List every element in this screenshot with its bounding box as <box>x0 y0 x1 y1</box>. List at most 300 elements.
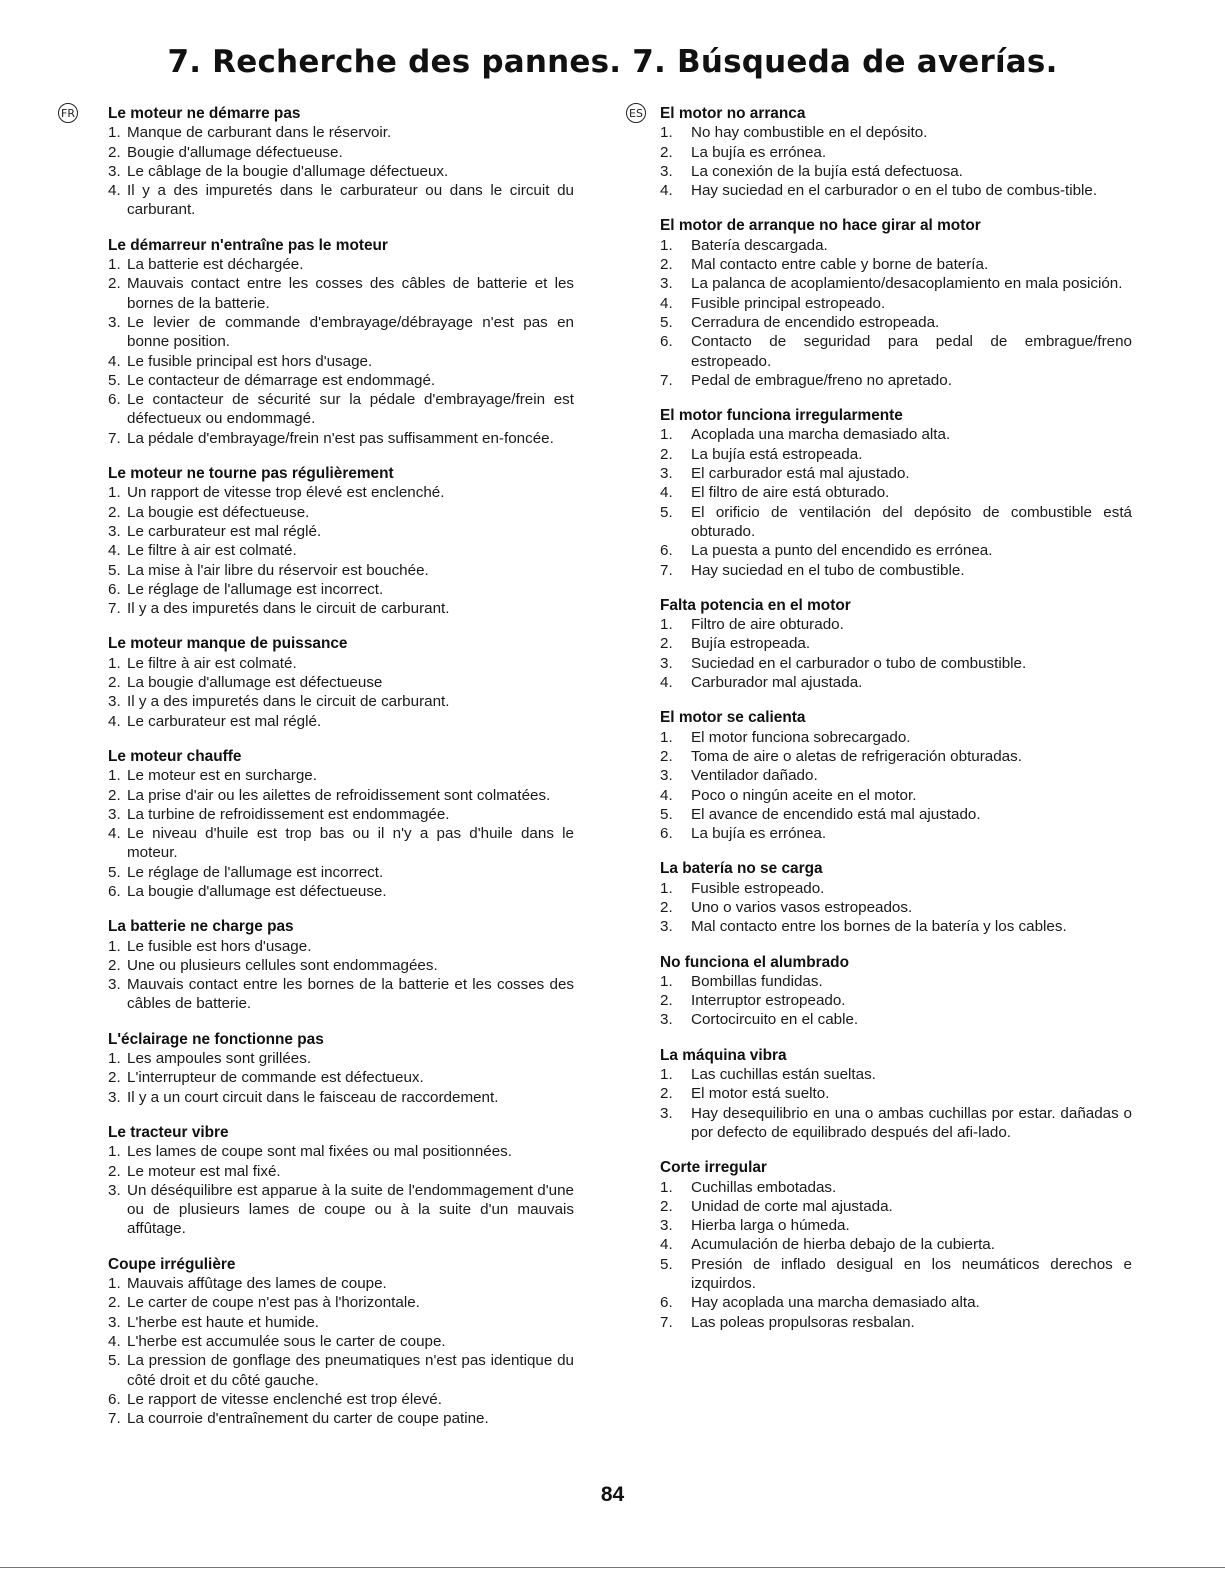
cause-item <box>108 863 574 882</box>
item-number: 4. <box>660 484 673 502</box>
cause-item <box>108 654 574 673</box>
item-text: Acumulación de hierba debajo de la cubierta. <box>691 1236 995 1254</box>
item-text: La bujía está estropeada. <box>691 445 863 463</box>
item-text: Le niveau d'huile est trop bas ou il n'y a pas d'huile dans le moteur. <box>127 825 574 862</box>
cause-item <box>108 956 574 975</box>
item-text: El motor está suelto. <box>691 1085 830 1103</box>
item-text: La palanca de acoplamiento/desacoplamiento en mala posición. <box>691 275 1123 293</box>
item-number: 6. <box>108 882 121 900</box>
troubleshooting-section <box>660 859 1132 936</box>
item-number: 1. <box>660 236 673 254</box>
cause-item <box>660 1084 1132 1103</box>
item-number: 2. <box>108 956 121 974</box>
item-number: 4. <box>108 352 121 370</box>
item-text: Le carburateur est mal réglé. <box>127 712 322 730</box>
item-text: El filtro de aire está obturado. <box>691 484 890 502</box>
cause-list <box>660 728 1132 844</box>
item-number: 7. <box>660 1313 673 1331</box>
item-number: 2. <box>660 445 673 463</box>
troubleshooting-section <box>108 464 574 618</box>
cause-item <box>108 1088 574 1107</box>
item-number: 4. <box>108 825 121 843</box>
item-number: 3. <box>660 654 673 672</box>
cause-item <box>660 255 1132 274</box>
cause-item <box>108 561 574 580</box>
item-text: La pression de gonflage des pneumatiques n'est pas identique du côté droit et du côté gauche. <box>127 1352 574 1389</box>
troubleshooting-section <box>108 747 574 901</box>
item-number: 1. <box>108 484 121 502</box>
cause-item <box>108 274 574 313</box>
item-number: 6. <box>660 825 673 843</box>
item-text: La bougie est défectueuse. <box>127 503 310 521</box>
item-text: La bougie d'allumage est défectueuse <box>127 674 383 692</box>
cause-list <box>108 937 574 1014</box>
item-number: 2. <box>108 1069 121 1087</box>
troubleshooting-section <box>108 1123 574 1239</box>
cause-list <box>660 615 1132 692</box>
cause-item <box>108 1049 574 1068</box>
item-number: 3. <box>108 805 121 823</box>
cause-item <box>108 1068 574 1087</box>
item-text: Le réglage de l'allumage est incorrect. <box>127 863 384 881</box>
cause-item <box>660 1293 1132 1312</box>
item-text: Unidad de corte mal ajustada. <box>691 1197 893 1215</box>
item-number: 1. <box>108 937 121 955</box>
item-text: Batería descargada. <box>691 236 828 254</box>
bottom-rule <box>0 1567 1225 1568</box>
troubleshooting-section <box>108 104 574 220</box>
item-text: La batterie est déchargée. <box>127 256 304 274</box>
item-number: 4. <box>108 712 121 730</box>
cause-list <box>660 972 1132 1030</box>
item-number: 2. <box>660 1197 673 1215</box>
item-number: 7. <box>108 429 121 447</box>
cause-item <box>108 766 574 785</box>
item-text: Le réglage de l'allumage est incorrect. <box>127 580 384 598</box>
cause-item <box>108 123 574 142</box>
item-text: Poco o ningún aceite en el motor. <box>691 786 917 804</box>
cause-item <box>660 561 1132 580</box>
cause-item <box>660 425 1132 444</box>
cause-item <box>108 1142 574 1161</box>
item-number: 2. <box>108 1294 121 1312</box>
cause-item <box>660 766 1132 785</box>
item-number: 2. <box>108 143 121 161</box>
item-number: 1. <box>660 1066 673 1084</box>
item-text: Le levier de commande d'embrayage/débrayage n'est pas en bonne position. <box>127 313 574 351</box>
cause-item <box>660 654 1132 673</box>
item-text: Bombillas fundidas. <box>691 972 823 990</box>
section-heading: Falta potencia en el motor <box>660 596 851 614</box>
cause-item <box>660 786 1132 805</box>
item-number: 1. <box>108 256 121 274</box>
item-text: Un déséquilibre est apparue à la suite de l'endommagement d'une ou de plusieurs lames de coupe ou à la suite d'un mauvais affûtage. <box>127 1181 574 1238</box>
item-number: 2. <box>108 786 121 804</box>
cause-item <box>108 805 574 824</box>
item-number: 1. <box>108 767 121 785</box>
item-number: 2. <box>660 256 673 274</box>
troubleshooting-section <box>660 216 1132 390</box>
cause-item <box>108 503 574 522</box>
item-number: 5. <box>660 313 673 331</box>
cause-item <box>660 1216 1132 1235</box>
item-number: 1. <box>108 1143 121 1161</box>
item-text: Contacto de seguridad para pedal de embrague/freno estropeado. <box>691 333 1132 370</box>
item-text: Cuchillas embotadas. <box>691 1178 837 1196</box>
item-text: Il y a des impuretés dans le carburateur ou dans le circuit du carburant. <box>127 182 574 219</box>
item-number: 1. <box>660 879 673 897</box>
cause-item <box>108 975 574 1014</box>
item-text: La conexión de la bujía está defectuosa. <box>691 162 963 180</box>
cause-item <box>660 1065 1132 1084</box>
item-text: L'interrupteur de commande est défectueux. <box>127 1069 424 1087</box>
section-heading: El motor de arranque no hace girar al motor <box>660 217 981 235</box>
item-number: 3. <box>660 162 673 180</box>
cause-item <box>108 712 574 731</box>
cause-item <box>108 143 574 162</box>
item-text: Mauvais contact entre les bornes de la batterie et les cosses des câbles de batterie. <box>127 976 574 1013</box>
cause-item <box>108 1313 574 1332</box>
section-heading: El motor no arranca <box>660 105 806 122</box>
section-heading: Le moteur chauffe <box>108 747 242 765</box>
item-text: Une ou plusieurs cellules sont endommagées. <box>127 956 438 974</box>
cause-item <box>660 972 1132 991</box>
troubleshooting-section <box>108 917 574 1013</box>
item-number: 6. <box>108 1390 121 1408</box>
item-number: 1. <box>108 1050 121 1068</box>
cause-item <box>660 236 1132 255</box>
page-title: 7. Recherche des pannes. 7. Búsqueda de averías. <box>167 44 1058 80</box>
item-number: 5. <box>108 1352 121 1370</box>
item-number: 5. <box>108 561 121 579</box>
item-text: Le carburateur est mal réglé. <box>127 522 322 540</box>
item-text: Le rapport de vitesse enclenché est trop élevé. <box>127 1390 442 1408</box>
item-number: 3. <box>108 693 121 711</box>
cause-item <box>660 181 1132 200</box>
cause-item <box>660 879 1132 898</box>
cause-list <box>660 1065 1132 1142</box>
section-heading: La batterie ne charge pas <box>108 918 294 936</box>
item-text: La mise à l'air libre du réservoir est bouchée. <box>127 561 429 579</box>
item-text: Hay suciedad en el tubo de combustible. <box>691 561 965 579</box>
item-number: 1. <box>108 124 121 142</box>
item-number: 2. <box>660 992 673 1010</box>
item-number: 6. <box>660 333 673 351</box>
item-number: 2. <box>108 275 121 293</box>
item-number: 1. <box>108 654 121 672</box>
cause-item <box>660 483 1132 502</box>
section-heading: Le tracteur vibre <box>108 1123 229 1141</box>
item-text: Le fusible est hors d'usage. <box>127 937 312 955</box>
cause-item <box>108 673 574 692</box>
item-text: Le contacteur de sécurité sur la pédale d'embrayage/frein est défectueux ou endommagé. <box>127 391 574 428</box>
item-number: 3. <box>660 1104 673 1122</box>
cause-item <box>660 898 1132 917</box>
cause-item <box>660 615 1132 634</box>
cause-item <box>660 541 1132 560</box>
item-text: Hay acoplada una marcha demasiado alta. <box>691 1294 980 1312</box>
cause-item <box>660 1010 1132 1029</box>
cause-item <box>660 445 1132 464</box>
cause-list <box>660 425 1132 579</box>
cause-item <box>660 1197 1132 1216</box>
item-text: Mal contacto entre los bornes de la batería y los cables. <box>691 918 1067 936</box>
cause-item <box>108 429 574 448</box>
item-text: Carburador mal ajustada. <box>691 674 863 692</box>
cause-item <box>660 991 1132 1010</box>
troubleshooting-section <box>660 1046 1132 1142</box>
item-text: Il y a des impuretés dans le circuit de carburant. <box>127 600 450 618</box>
cause-item <box>660 274 1132 293</box>
cause-item <box>108 371 574 390</box>
item-text: Manque de carburant dans le réservoir. <box>127 124 392 142</box>
item-text: Toma de aire o aletas de refrigeración obturadas. <box>691 747 1022 765</box>
item-number: 4. <box>660 294 673 312</box>
item-number: 7. <box>660 561 673 579</box>
item-text: El orificio de ventilación del depósito de combustible está obturado. <box>691 503 1132 540</box>
troubleshooting-section <box>660 1158 1132 1332</box>
cause-list <box>660 236 1132 390</box>
item-number: 3. <box>108 313 121 331</box>
column-spanish <box>629 104 1132 1348</box>
section-heading: Le moteur ne tourne pas régulièrement <box>108 465 394 483</box>
item-number: 5. <box>660 805 673 823</box>
item-number: 2. <box>660 635 673 653</box>
troubleshooting-section <box>660 104 1132 200</box>
cause-item <box>660 162 1132 181</box>
cause-item <box>108 1351 574 1390</box>
cause-item <box>108 162 574 181</box>
cause-item <box>108 1274 574 1293</box>
cause-item <box>660 294 1132 313</box>
item-number: 4. <box>660 1236 673 1254</box>
section-heading: Le démarreur n'entraîne pas le moteur <box>108 236 388 254</box>
item-number: 3. <box>660 1011 673 1029</box>
section-heading: Le moteur ne démarre pas <box>108 105 301 122</box>
item-text: La turbine de refroidissement est endommagée. <box>127 805 450 823</box>
troubleshooting-section <box>108 1030 574 1107</box>
item-number: 2. <box>660 898 673 916</box>
item-text: La pédale d'embrayage/frein n'est pas suffisamment en-foncée. <box>127 429 554 447</box>
troubleshooting-section <box>660 596 1132 692</box>
item-text: Mauvais affûtage des lames de coupe. <box>127 1275 387 1293</box>
item-text: El motor funciona sobrecargado. <box>691 728 911 746</box>
cause-item <box>108 313 574 352</box>
item-number: 7. <box>108 600 121 618</box>
item-text: Bougie d'allumage défectueuse. <box>127 143 343 161</box>
item-number: 6. <box>108 580 121 598</box>
item-text: La bujía es errónea. <box>691 825 827 843</box>
item-text: Hay desequilibrio en una o ambas cuchillas por estar. dañadas o por defecto de equilibrado después del afi-lado. <box>691 1104 1132 1141</box>
cause-item <box>660 634 1132 653</box>
cause-item <box>108 483 574 502</box>
item-number: 4. <box>108 542 121 560</box>
cause-list <box>108 123 574 219</box>
item-number: 3. <box>660 918 673 936</box>
language-badge-fr: FR <box>58 103 78 123</box>
cause-list <box>660 123 1132 200</box>
item-number: 4. <box>660 182 673 200</box>
item-text: Ventilador dañado. <box>691 767 818 785</box>
item-text: Presión de inflado desigual en los neumáticos derechos e izquirdos. <box>691 1255 1132 1293</box>
item-text: Le filtre à air est colmaté. <box>127 654 297 672</box>
item-text: Las poleas propulsoras resbalan. <box>691 1313 915 1331</box>
troubleshooting-section <box>660 708 1132 843</box>
cause-item <box>108 1409 574 1428</box>
item-text: El avance de encendido está mal ajustado. <box>691 805 981 823</box>
item-text: Fusible estropeado. <box>691 879 825 897</box>
cause-item <box>108 352 574 371</box>
cause-item <box>660 123 1132 142</box>
item-text: Il y a un court circuit dans le faisceau de raccordement. <box>127 1088 499 1106</box>
cause-item <box>660 143 1132 162</box>
section-heading: La batería no se carga <box>660 860 823 878</box>
cause-item <box>108 1181 574 1239</box>
cause-item <box>108 255 574 274</box>
cause-list <box>108 1049 574 1107</box>
cause-item <box>660 1313 1132 1332</box>
troubleshooting-section <box>108 236 574 448</box>
item-text: Le filtre à air est colmaté. <box>127 542 297 560</box>
item-number: 5. <box>660 1255 673 1273</box>
section-heading: La máquina vibra <box>660 1046 787 1064</box>
item-text: Le carter de coupe n'est pas à l'horizontale. <box>127 1294 420 1312</box>
section-heading: El motor funciona irregularmente <box>660 407 903 425</box>
item-number: 3. <box>108 1088 121 1106</box>
item-number: 3. <box>108 1181 121 1199</box>
troubleshooting-section <box>108 1255 574 1429</box>
item-number: 5. <box>660 503 673 521</box>
cause-list <box>108 766 574 901</box>
item-text: Mal contacto entre cable y borne de batería. <box>691 256 989 274</box>
cause-item <box>108 599 574 618</box>
item-number: 3. <box>108 162 121 180</box>
cause-item <box>108 786 574 805</box>
item-number: 3. <box>108 522 121 540</box>
cause-item <box>660 1235 1132 1254</box>
cause-list <box>108 483 574 618</box>
item-text: La bougie d'allumage est défectueuse. <box>127 882 387 900</box>
cause-item <box>660 371 1132 390</box>
section-heading: No funciona el alumbrado <box>660 953 849 971</box>
item-text: Les ampoules sont grillées. <box>127 1050 312 1068</box>
item-text: Le câblage de la bougie d'allumage défectueux. <box>127 162 449 180</box>
item-text: Il y a des impuretés dans le circuit de carburant. <box>127 693 450 711</box>
item-number: 1. <box>660 616 673 634</box>
cause-item <box>108 692 574 711</box>
item-number: 6. <box>108 391 121 409</box>
item-number: 1. <box>660 124 673 142</box>
item-number: 3. <box>660 465 673 483</box>
item-text: Le contacteur de démarrage est endommagé. <box>127 371 436 389</box>
item-number: 1. <box>660 426 673 444</box>
language-badge-es: ES <box>626 103 646 123</box>
item-text: Les lames de coupe sont mal fixées ou mal positionnées. <box>127 1143 512 1161</box>
cause-list <box>108 1274 574 1428</box>
item-text: Pedal de embrague/freno no apretado. <box>691 371 952 389</box>
column-french <box>61 104 574 1444</box>
cause-item <box>660 805 1132 824</box>
item-text: Las cuchillas están sueltas. <box>691 1066 876 1084</box>
troubleshooting-section <box>108 634 574 730</box>
item-number: 7. <box>660 371 673 389</box>
item-text: Le moteur est mal fixé. <box>127 1162 281 1180</box>
item-text: Filtro de aire obturado. <box>691 616 844 634</box>
item-number: 4. <box>108 182 121 200</box>
item-text: Bujía estropeada. <box>691 635 811 653</box>
page-number: 84 <box>600 1483 625 1506</box>
item-text: El carburador está mal ajustado. <box>691 465 910 483</box>
cause-list <box>660 1178 1132 1332</box>
item-number: 3. <box>660 1217 673 1235</box>
item-number: 6. <box>660 1294 673 1312</box>
item-text: La prise d'air ou les ailettes de refroidissement sont colmatées. <box>127 786 551 804</box>
cause-item <box>660 917 1132 936</box>
section-heading: L'éclairage ne fonctionne pas <box>108 1030 324 1048</box>
item-number: 4. <box>108 1332 121 1350</box>
cause-item <box>660 1104 1132 1143</box>
item-number: 1. <box>660 972 673 990</box>
cause-item <box>108 1390 574 1409</box>
cause-list <box>108 255 574 448</box>
section-heading: El motor se calienta <box>660 709 806 727</box>
section-heading: Le moteur manque de puissance <box>108 635 348 653</box>
troubleshooting-section <box>660 406 1132 580</box>
item-text: La courroie d'entraînement du carter de coupe patine. <box>127 1410 489 1428</box>
item-text: Acoplada una marcha demasiado alta. <box>691 426 951 444</box>
item-text: Fusible principal estropeado. <box>691 294 886 312</box>
cause-item <box>660 673 1132 692</box>
section-heading: Coupe irrégulière <box>108 1255 236 1273</box>
cause-item <box>108 937 574 956</box>
item-number: 1. <box>660 728 673 746</box>
cause-list <box>108 1142 574 1238</box>
item-number: 3. <box>108 1313 121 1331</box>
cause-item <box>660 747 1132 766</box>
cause-item <box>108 541 574 560</box>
cause-item <box>660 464 1132 483</box>
item-text: L'herbe est haute et humide. <box>127 1313 320 1331</box>
cause-item <box>108 522 574 541</box>
item-number: 7. <box>108 1410 121 1428</box>
item-number: 5. <box>108 371 121 389</box>
item-text: Cortocircuito en el cable. <box>691 1011 859 1029</box>
cause-item <box>108 1293 574 1312</box>
item-text: Le fusible principal est hors d'usage. <box>127 352 373 370</box>
cause-list <box>660 879 1132 937</box>
cause-item <box>660 332 1132 371</box>
item-number: 5. <box>108 863 121 881</box>
cause-item <box>660 313 1132 332</box>
item-text: No hay combustible en el depósito. <box>691 124 928 142</box>
item-text: Uno o varios vasos estropeados. <box>691 898 913 916</box>
cause-item <box>660 503 1132 542</box>
item-text: Interruptor estropeado. <box>691 992 846 1010</box>
cause-item <box>660 1178 1132 1197</box>
item-number: 4. <box>660 786 673 804</box>
item-number: 2. <box>108 1162 121 1180</box>
item-number: 1. <box>660 1178 673 1196</box>
cause-item <box>660 728 1132 747</box>
item-text: Le moteur est en surcharge. <box>127 767 317 785</box>
cause-item <box>660 1255 1132 1294</box>
cause-item <box>108 1162 574 1181</box>
item-number: 2. <box>660 1085 673 1103</box>
cause-item <box>108 1332 574 1351</box>
item-text: Cerradura de encendido estropeada. <box>691 313 940 331</box>
item-number: 3. <box>108 976 121 994</box>
item-text: Hay suciedad en el carburador o en el tubo de combus-tible. <box>691 182 1098 200</box>
